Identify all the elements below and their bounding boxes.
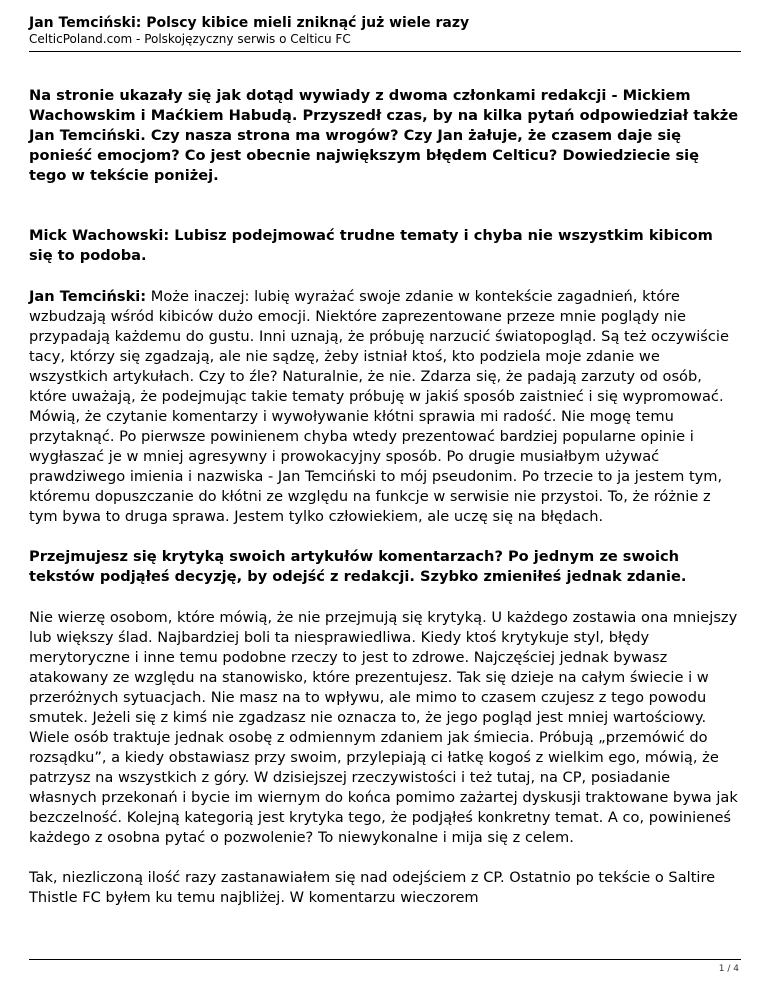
page-number: 1 / 4 (718, 964, 739, 974)
answer-text: Może inaczej: lubię wyrażać swoje zdanie w kontekście zagadnień, które wzbudzają wśród kibiców dużo emocji. Niektóre zaprezentowane przeze mnie poglądy nie przypadają każdemu do gustu. Inni uznają, że próbuję narzucić światopogląd. Są też oczywiście tacy, którzy się zgadzają, ale nie sądzę, żeby istniał ktoś, kto podziela moje zdanie we wszystkich artykułach. Czy to źle? Naturalnie, że nie. Zdarza się, że padają zarzuty od osób, które uważają, że podejmując takie tematy próbuję w jakiś sposób zaistnieć i się wypromować. Mówią, że czytanie komentarzy i wywoływanie kłótni sprawia mi radość. Nie mogę temu przytaknąć. Po pierwsze powinienem chyba wtedy prezentować bardziej popularne opinie i wygłaszać je w mniej agresywny i prowokacyjny sposób. Po drugie musiałbym używać prawdziwego imienia i nazwiska - Jan Temciński to mój pseudonim. Po trzecie to ja jestem tym, któremu dopuszczanie do kłótni ze względu na funkcje w serwisie nie przystoi. To, że różnie z tym bywa to druga sprawa. Jestem tylko człowiekiem, ale uczę się na błędach. (29, 288, 729, 525)
page-header (29, 14, 741, 47)
answer-speaker: Jan Temciński: (29, 288, 147, 305)
footer-divider (29, 959, 741, 960)
site-subtitle: CelticPoland.com - Polskojęzyczny serwis o Celticu FC (29, 32, 351, 46)
header-divider (29, 51, 741, 52)
interview-answer-1 (29, 287, 741, 527)
article-body (29, 86, 741, 928)
document-title: Jan Temciński: Polscy kibice mieli zniknąć już wiele razy (29, 15, 470, 31)
interview-answer-2-continued: Tak, niezliczoną ilość razy zastanawiałem się nad odejściem z CP. Ostatnio po tekście o Saltire Thistle FC byłem ku temu najbliżej. W komentarzu wieczorem (29, 869, 716, 906)
article-lead: Na stronie ukazały się jak dotąd wywiady z dwoma członkami redakcji - Mickiem Wachowskim i Maćkiem Habudą. Przyszedł czas, by na kilka pytań odpowiedział także Jan Temciński. Czy nasza strona ma wrogów? Czy Jan żałuje, że czasem daje się ponieść emocjom? Co jest obecnie największym błędem Celticu? Dowiedziecie się tego w tekście poniżej. (29, 87, 739, 184)
interview-question-2: Przejmujesz się krytyką swoich artykułów komentarzach? Po jednym ze swoich tekstów podjąłeś decyzję, by odejść z redakcji. Szybko zmieniłeś jednak zdanie. (29, 548, 687, 585)
interview-question-1: Mick Wachowski: Lubisz podejmować trudne tematy i chyba nie wszystkim kibicom się to podoba. (29, 227, 713, 264)
interview-answer-2: Nie wierzę osobom, które mówią, że nie przejmują się krytyką. U każdego zostawia ona mniejszy lub większy ślad. Najbardziej boli ta niesprawiedliwa. Kiedy ktoś krytykuje styl, błędy merytoryczne i inne temu podobne rzeczy to jest to zdrowe. Najczęściej jednak bywasz atakowany ze względu na stanowisko, które prezentujesz. Tak się dzieje na całym świecie i w przeróżnych sytuacjach. Nie masz na to wpływu, ale mimo to czasem czujesz z tego powodu smutek. Jeżeli się z kimś nie zgadzasz nie oznacza to, że jego pogląd jest mniej wartościowy. Wiele osób traktuje jednak osobę z odmiennym zdaniem jak śmiecia. Próbują „przemówić do rozsądku”, a kiedy obstawiasz przy swoim, przylepiają ci łatkę kogoś z wielkim ego, mówią, że patrzysz na wszystkich z góry. W dzisiejszej rzeczywistości i też tutaj, na CP, posiadanie własnych przekonań i bycie im wiernym do końca pomimo zażartej dyskusji traktowane bywa jak bezczelność. Kolejną kategorią jest krytyka tego, że podjąłeś konkretny temat. A co, powinieneś każdego z osobna pytać o pozwolenie? To niewykonalne i mija się z celem. (29, 609, 738, 846)
